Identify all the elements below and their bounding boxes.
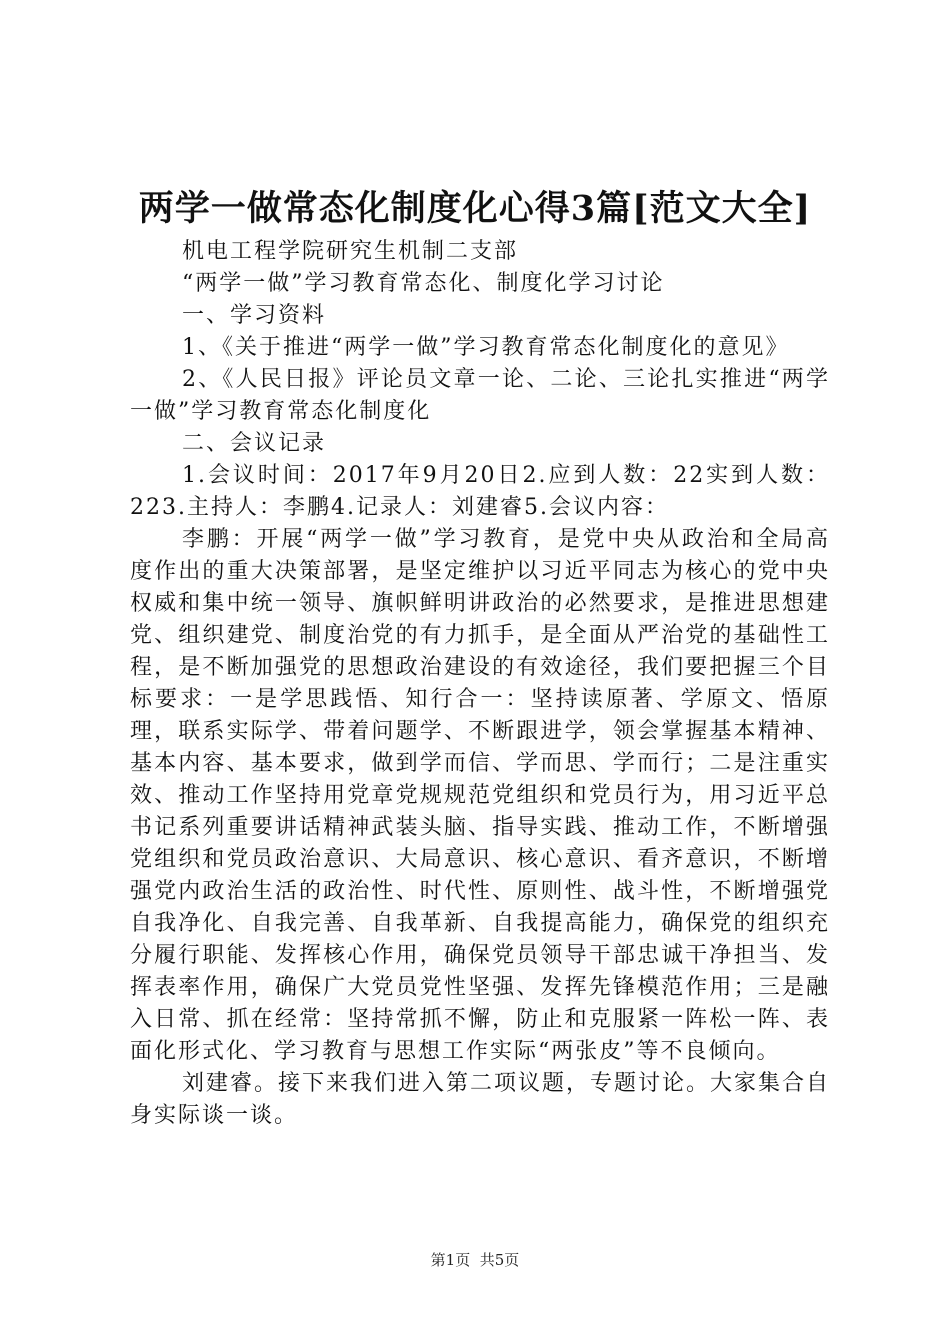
heading-meeting-record: 二、会议记录 xyxy=(182,431,327,456)
page-total: 共5页 xyxy=(479,1251,520,1269)
paragraph-meeting-info: 1.会议时间：2017年9月20日2.应到人数：22实到人数：223.主持人：李鹏4.记录人：刘建睿5.会议内容： xyxy=(130,463,830,520)
page-footer xyxy=(0,1250,950,1270)
paragraph-discussion: 刘建睿。接下来我们进入第二项议题，专题讨论。大家集合自身实际谈一谈。 xyxy=(130,1071,831,1128)
page-number: 第1页 xyxy=(430,1251,471,1269)
paragraph-speech: 李鹏：开展“两学一做”学习教育，是党中央从政治和全局高度作出的重大决策部署，是坚定维护以习近平同志为核心的党中央权威和集中统一领导、旗帜鲜明讲政治的必然要求，是推进思想建党、组织建党、制度治党的有力抓手，是全面从严治党的基础性工程，是不断加强党的思想政治建设的有效途径，我们要把握三个目标要求：一是学思践悟、知行合一：坚持读原著、学原文、悟原理，联系实际学、带着问题学、不断跟进学，领会掌握基本精神、基本内容、基本要求，做到学而信、学而思、学而行；二是注重实效、推动工作坚持用党章党规规范党组织和党员行为，用习近平总书记系列重要讲话精神武装头脑、指导实践、推动工作，不断增强党组织和党员政治意识、大局意识、核心意识、看齐意识，不断增强党内政治生活的政治性、时代性、原则性、战斗性，不断增强党自我净化、自我完善、自我革新、自我提高能力，确保党的组织充分履行职能、发挥核心作用，确保党员领导干部忠诚干净担当、发挥表率作用，确保广大党员党性坚强、发挥先锋模范作用；三是融入日常、抓在经常：坚持常抓不懈，防止和克服紧一阵松一阵、表面化形式化、学习教育与思想工作实际“两张皮”等不良倾向。 xyxy=(130,527,830,1064)
document-body xyxy=(130,236,830,1132)
paragraph-topic: “两学一做”学习教育常态化、制度化学习讨论 xyxy=(182,271,665,296)
document-title: 两学一做常态化制度化心得3篇[范文大全] xyxy=(138,188,812,229)
paragraph-branch: 机电工程学院研究生机制二支部 xyxy=(182,239,519,264)
paragraph-material-1: 1、《关于推进“两学一做”学习教育常态化制度化的意见》 xyxy=(182,335,790,360)
paragraph-material-2: 2、《人民日报》评论员文章一论、二论、三论扎实推进“两学一做”学习教育常态化制度化 xyxy=(130,367,830,424)
heading-materials: 一、学习资料 xyxy=(182,303,327,328)
